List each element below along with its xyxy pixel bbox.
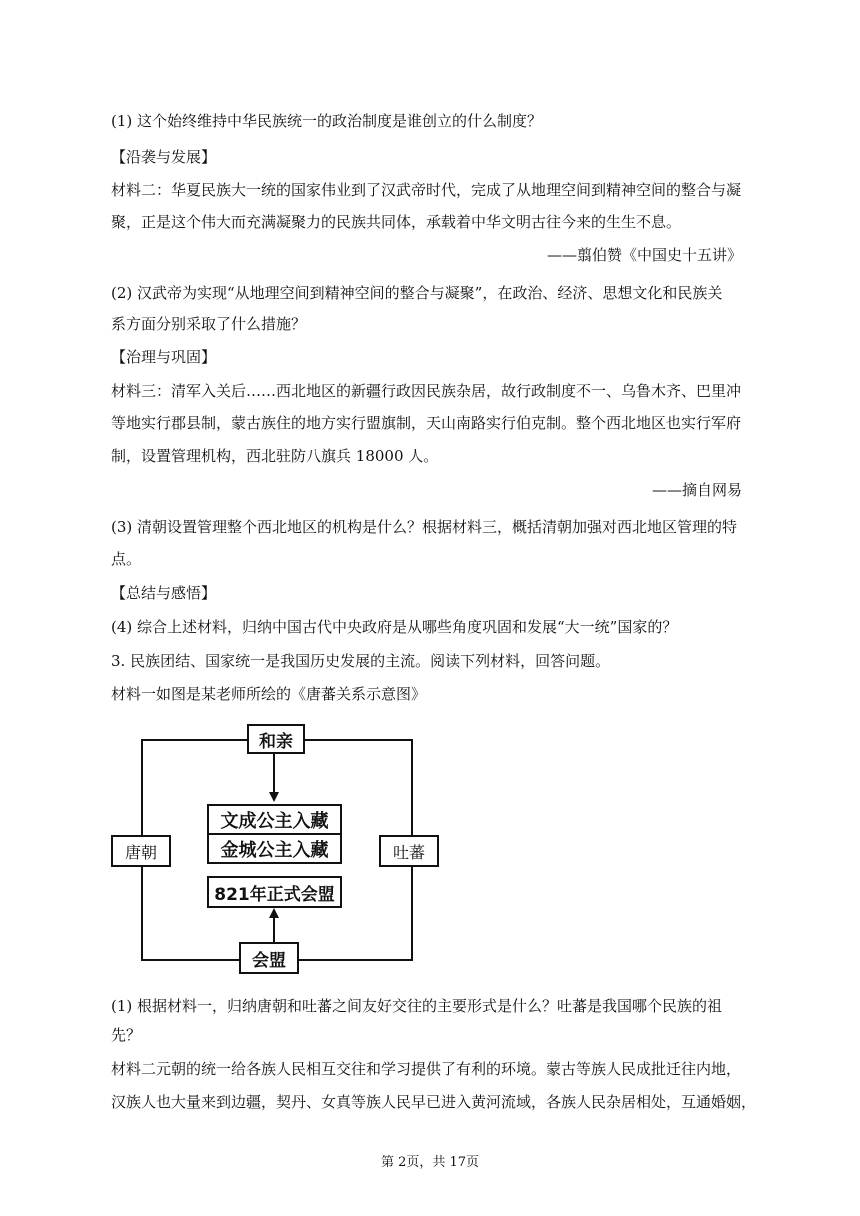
line-4: 聚，正是这个伟大而充满凝聚力的民族共同体，承载着中华文明古往今来的生生不息。 xyxy=(111,213,682,231)
jincheng-box: 金城公主入藏 xyxy=(207,833,342,864)
heqin-box: 和亲 xyxy=(247,724,305,754)
line-12: 点。 xyxy=(111,550,142,568)
line-19: 材料二元朝的统一给各族人民相互交往和学习提供了有利的环境。蒙古等族人民成批迁往内地， xyxy=(111,1060,742,1078)
source-citation: ——翦伯赞《中国史十五讲》 xyxy=(546,246,742,264)
wencheng-box: 文成公主入藏 xyxy=(207,804,342,835)
line-17: (1) 根据材料一，归纳唐朝和吐蕃之间友好交往的主要形式是什么？吐蕃是我国哪个民族的祖 xyxy=(111,997,723,1015)
section-heading: 【治理与巩固】 xyxy=(111,348,217,366)
line-1: (1) 这个始终维持中华民族统一的政治制度是谁创立的什么制度？ xyxy=(111,112,543,130)
line-14: (4) 综合上述材料，归纳中国古代中央政府是从哪些角度巩固和发展“大一统”国家的？ xyxy=(111,618,678,636)
line-11: (3) 清朝设置管理整个西北地区的机构是什么？根据材料三，概括清朝加强对西北地区管理的特 xyxy=(111,518,738,536)
tang-tubo-diagram xyxy=(108,724,428,976)
line-16: 材料一如图是某老师所绘的《唐蕃关系示意图》 xyxy=(111,685,427,703)
line-5: (2) 汉武帝为实现“从地理空间到精神空间的整合与凝聚”，在政治、经济、思想文化和民族关 xyxy=(111,284,723,302)
question-3: 3. 民族团结、国家统一是我国历史发展的主流。阅读下列材料，回答问题。 xyxy=(111,652,611,670)
huimeng-box: 会盟 xyxy=(239,942,299,974)
line-10: 制，设置管理机构，西北驻防八旗兵 18000 人。 xyxy=(111,447,439,465)
section-heading: 【总结与感悟】 xyxy=(111,584,217,602)
source-citation: ——摘自网易 xyxy=(651,481,742,499)
line-8: 材料三：清军入关后……西北地区的新疆行政因民族杂居，故行政制度不一、乌鲁木齐、巴里冲 xyxy=(111,382,742,400)
section-heading: 【沿袭与发展】 xyxy=(111,148,217,166)
tubo-box: 吐蕃 xyxy=(379,835,439,867)
page-footer: 第 2页，共 17页 xyxy=(380,1155,480,1170)
huimeng-event-box: 821年正式会盟 xyxy=(207,876,342,908)
line-6: 系方面分别采取了什么措施？ xyxy=(111,315,307,333)
line-9: 等地实行郡县制，蒙古族住的地方实行盟旗制，天山南路实行伯克制。整个西北地区也实行军府 xyxy=(111,414,742,432)
tangchao-box: 唐朝 xyxy=(111,835,171,867)
line-3: 材料二：华夏民族大一统的国家伟业到了汉武帝时代，完成了从地理空间到精神空间的整合与凝 xyxy=(111,181,742,199)
line-20: 汉族人也大量来到边疆，契丹、女真等族人民早已进入黄河流域，各族人民杂居相处，互通婚姻， xyxy=(111,1093,757,1111)
line-18: 先？ xyxy=(111,1026,142,1044)
